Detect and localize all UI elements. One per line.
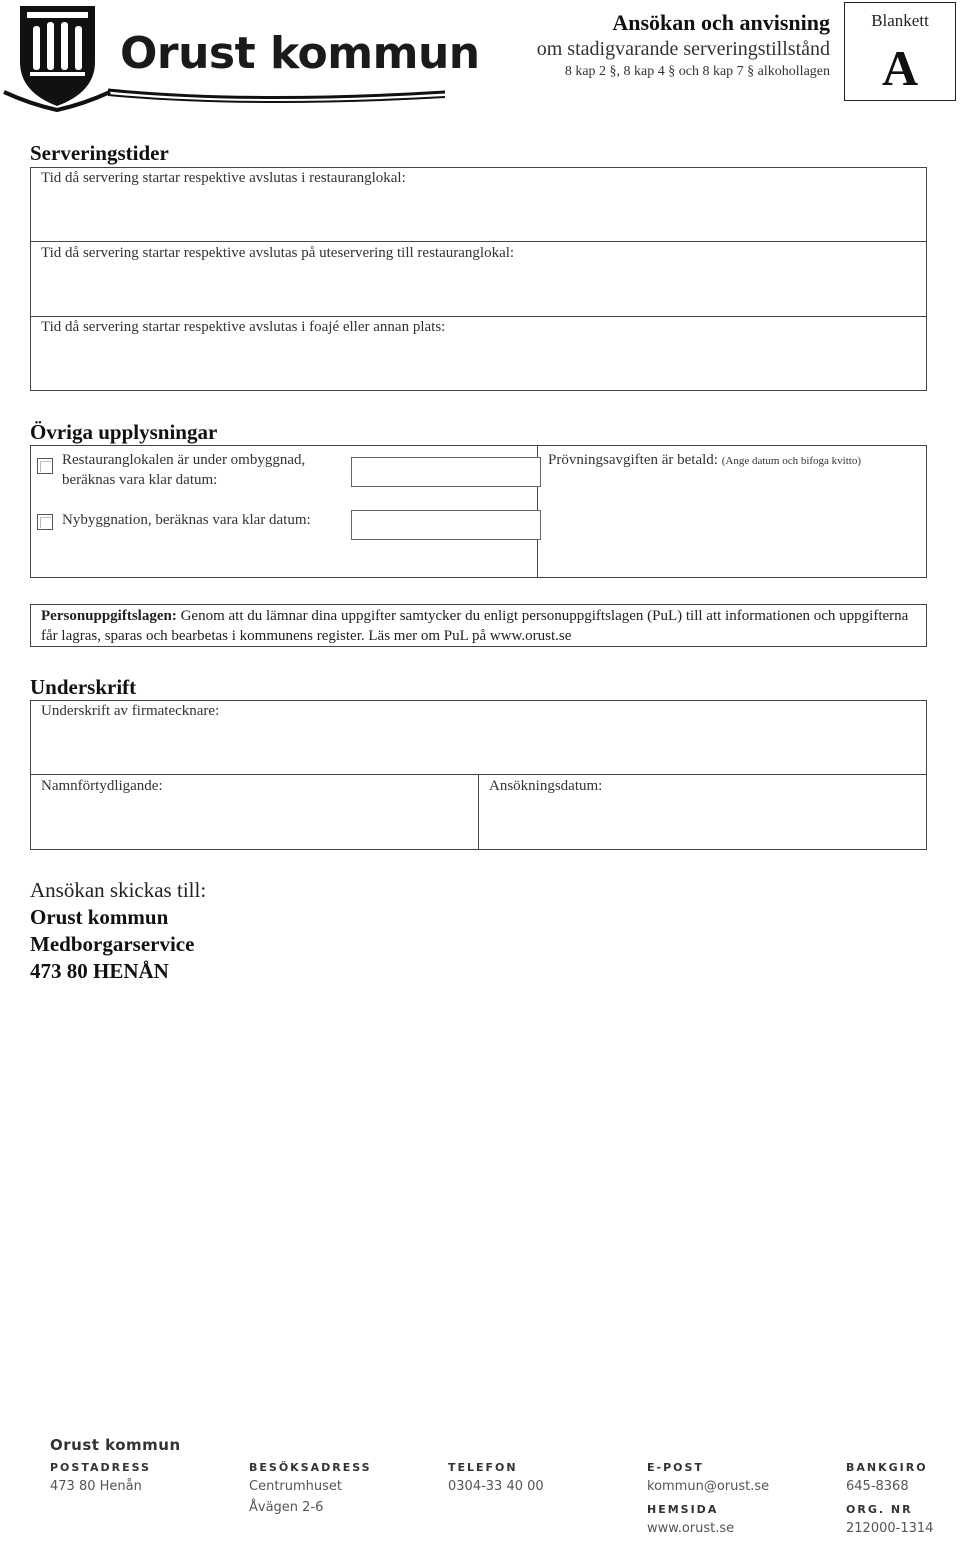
provningsavgift-note: (Ange datum och bifoga kvitto): [721, 455, 862, 467]
pul-text: Genom att du lämnar dina uppgifter samtycker du enligt personuppgiftslagen (PuL) till att informationen och uppgifterna får lagras, sparas och bearbetas i kommunens register. Läs mer om PuL på www.orust.se: [41, 608, 909, 644]
footer-postadress: 473 80 Henån: [50, 1479, 142, 1494]
send-to-line: 473 80 HENÅN: [30, 959, 169, 983]
orust-kommun-logo: [0, 0, 480, 115]
ombyggnad-date-input[interactable]: [351, 457, 541, 487]
footer-telefon-label: TELEFON: [448, 1461, 518, 1474]
serveringstider-heading: Serveringstider: [30, 141, 169, 165]
application-date-field[interactable]: Ansökningsdatum:: [489, 778, 603, 794]
divider: [30, 316, 927, 317]
nybyggnation-checkbox[interactable]: [37, 514, 53, 530]
pul-notice: [41, 606, 921, 646]
nybyggnation-date-input[interactable]: [351, 510, 541, 540]
law-reference: 8 kap 2 §, 8 kap 4 § och 8 kap 7 § alkohollagen: [564, 64, 830, 79]
footer-besoksadress-label: BESÖKSADRESS: [249, 1461, 372, 1474]
ombyggnad-label: Restauranglokalen är under ombyggnad,: [62, 452, 306, 468]
send-to-line: Medborgarservice: [30, 932, 195, 956]
ombyggnad-checkbox[interactable]: [37, 458, 53, 474]
logo-text: Orust kommun: [120, 28, 480, 79]
footer-bankgiro-label: BANKGIRO: [846, 1461, 928, 1474]
footer-hemsida-label: HEMSIDA: [647, 1503, 719, 1516]
foaje-time-field[interactable]: Tid då servering startar respektive avslutas i foajé eller annan plats:: [41, 319, 446, 335]
footer-orgnr-label: ORG. NR: [846, 1503, 913, 1516]
blankett-letter: A: [881, 40, 919, 96]
blankett-label: Blankett: [871, 11, 929, 30]
blankett-box: [844, 2, 956, 101]
footer-bankgiro: 645-8368: [846, 1479, 909, 1494]
serveringstider-box: [30, 167, 927, 391]
footer-epost-label: E-POST: [647, 1461, 704, 1474]
send-to-line: Orust kommun: [30, 905, 169, 929]
ovriga-heading: Övriga upplysningar: [30, 420, 218, 444]
signature-field[interactable]: Underskrift av firmatecknare:: [41, 703, 220, 719]
send-to-title: Ansökan skickas till:: [30, 878, 207, 902]
footer-orgnr: 212000-1314: [846, 1521, 934, 1536]
name-clarification-field[interactable]: Namnförtydligande:: [41, 778, 163, 794]
form-title: Ansökan och anvisning: [612, 10, 830, 35]
provningsavgift-label: Prövningsavgiften är betald:: [548, 452, 718, 468]
ombyggnad-label-2: beräknas vara klar datum:: [62, 472, 218, 488]
footer-besoksadress-1: Centrumhuset: [249, 1479, 343, 1494]
divider: [30, 241, 927, 242]
provningsavgift-field[interactable]: [548, 452, 861, 469]
divider: [478, 774, 479, 850]
nybyggnation-label: Nybyggnation, beräknas vara klar datum:: [62, 512, 311, 528]
footer-epost-link[interactable]: kommun@orust.se: [647, 1479, 770, 1494]
footer-name: Orust kommun: [50, 1436, 181, 1454]
underskrift-heading: Underskrift: [30, 675, 137, 699]
footer-besoksadress-2: Åvägen 2-6: [249, 1500, 324, 1515]
restauranglokal-time-field[interactable]: Tid då servering startar respektive avslutas i restauranglokal:: [41, 170, 406, 186]
footer-hemsida-link[interactable]: www.orust.se: [647, 1521, 735, 1536]
pul-bold: Personuppgiftslagen:: [41, 608, 177, 624]
footer-postadress-label: POSTADRESS: [50, 1461, 151, 1474]
footer-telefon: 0304-33 40 00: [448, 1479, 544, 1494]
form-subtitle: om stadigvarande serveringstillstånd: [536, 38, 830, 60]
uteservering-time-field[interactable]: Tid då servering startar respektive avslutas på uteservering till restauranglokal:: [41, 245, 515, 261]
